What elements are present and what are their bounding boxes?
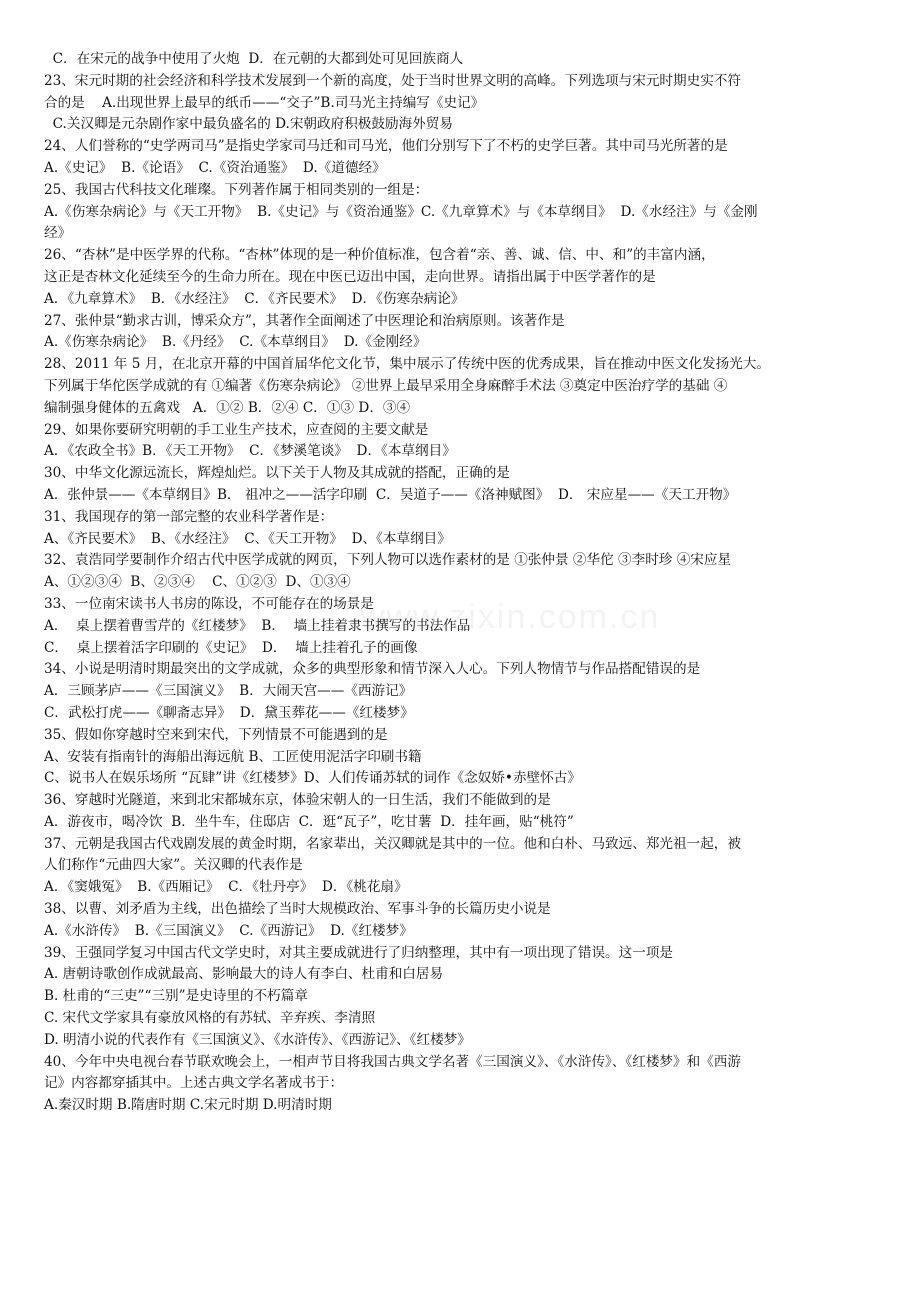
text-line: 32、袁浩同学要制作介绍古代中医学成就的网页，下列人物可以选作素材的是 ①张仲景 ②华佗 ③李时珍 ④宋应星: [44, 552, 732, 569]
text-line: 人们称作“元曲四大家”。关汉卿的代表作是: [44, 857, 303, 874]
text-line: A．《九章算术》 B．《水经注》 C．《齐民要术》 D．《伤寒杂病论》: [44, 290, 465, 307]
text-line: 39、王强同学复习中国古代文学史时，对其主要成就进行了归纳整理，其中有一项出现了错误。这一项是: [44, 944, 674, 961]
text-line: A.《伤寒杂病论》 B.《丹经》 C.《本草纲目》 D.《金刚经》: [44, 334, 427, 351]
text-line: 33、一位南宋读书人书房的陈设，不可能存在的场景是: [44, 595, 374, 612]
text-line: 35、假如你穿越时空来到宋代，下列情景不可能遇到的是: [44, 726, 388, 743]
text-line: 31、我国现存的第一部完整的农业科学著作是：: [44, 508, 334, 525]
text-line: 27、张仲景“勤求古训，博采众方”，其著作全面阐述了中医理论和治病原则。该著作是: [44, 312, 565, 329]
text-line: A、《齐民要术》 B、《水经注》 C、《天工开物》 D、《本草纲目》: [44, 530, 451, 547]
text-line: A．张仲景——《本草纲目》B． 祖冲之——活字印刷 C．吴道子——《洛神赋图》 D． 宋应星——《天工开物》: [44, 486, 737, 503]
text-line: C. 宋代文学家具有豪放风格的有苏轼、辛弃疾、李清照: [44, 1010, 376, 1027]
text-line: 34、小说是明清时期最突出的文学成就，众多的典型形象和情节深入人心。下列人物情节与作品搭配错误的是: [44, 661, 701, 678]
text-line: 37、元朝是我国古代戏剧发展的黄金时期，名家辈出，关汉卿就是其中的一位。他和白朴、马致远、郑光祖一起，被: [44, 835, 741, 852]
text-line: A．《窦娥冤》 B.《西厢记》 C．《牡丹亭》 D．《桃花扇》: [44, 879, 408, 896]
text-line: C.关汉卿是元杂剧作家中最负盛名的 D.宋朝政府积极鼓励海外贸易: [44, 116, 453, 133]
text-line: 29、如果你要研究明朝的手工业生产技术，应查阅的主要文献是: [44, 421, 429, 438]
text-line: A、①②③④ B、②③④ C、①②③ D、①③④: [44, 574, 351, 591]
text-line: A.《伤寒杂病论》与《天工开物》 B.《史记》与《资治通鉴》C.《九章算术》与《本草纲目》 D.《水经注》与《金刚: [44, 203, 758, 220]
text-line: 记》内容都穿插其中。上述古典文学名著成书于：: [44, 1075, 344, 1092]
text-line: 24、人们誉称的“史学两司马”是指史学家司马迁和司马光，他们分别写下了不朽的史学巨著。其中司马光所著的是: [44, 138, 728, 155]
text-line: A.《水浒传》 B.《三国演义》 C.《西游记》 D.《红楼梦》: [44, 922, 413, 939]
text-line: 经》: [44, 225, 72, 242]
text-line: A. 唐朝诗歌创作成就最高、影响最大的诗人有李白、杜甫和白居易: [44, 966, 444, 983]
text-line: 下列属于华佗医学成就的有 ①编著《伤寒杂病论》 ②世界上最早采用全身麻醉手术法 ③奠定中医治疗学的基础 ④: [44, 377, 728, 394]
text-line: 23、宋元时期的社会经济和科学技术发展到一个新的高度，处于当时世界文明的高峰。下列选项与宋元时期史实不符: [44, 72, 741, 89]
text-line: C、说书人在娱乐场所 “瓦肆”讲《红楼梦》D、人们传诵苏轼的词作《念奴娇•赤壁怀古》: [44, 770, 581, 787]
text-line: 40、今年中央电视台春节联欢晚会上，一相声节目将我国古典文学名著《三国演义》、《水浒传》、《红楼梦》和《西游: [44, 1053, 741, 1070]
text-line: A.秦汉时期 B.隋唐时期 C.宋元时期 D.明清时期: [44, 1097, 332, 1114]
text-line: 36、穿越时光隧道，来到北宋都城东京，体验宋朝人的一日生活，我们不能做到的是: [44, 792, 551, 809]
text-line: 38、以曹、刘矛盾为主线，出色描绘了当时大规模政治、军事斗争的长篇历史小说是: [44, 901, 551, 918]
text-line: B. 杜甫的“三吏”“三别”是史诗里的不朽篇章: [44, 988, 308, 1005]
text-line: 26、“杏林”是中医学界的代称。“杏林”体现的是一种价值标准，包含着“亲、善、诚、信、中、和”的丰富内涵，: [44, 247, 715, 264]
text-line: A.《史记》 B.《论语》 C.《资治通鉴》 D.《道德经》: [44, 159, 386, 176]
text-line: A、安装有指南针的海船出海远航 B、工匠使用泥活字印刷书籍: [44, 748, 422, 765]
text-line: A．游夜市，喝冷饮 B．坐牛车，住邸店 C．逛“瓦子”，吃甘薯 D．挂年画，贴“桃符”: [44, 813, 574, 830]
text-line: 编制强身健体的五禽戏 A．①② B．②④ C．①③ D．③④: [44, 399, 411, 416]
text-line: A． 桌上摆着曹雪芹的《红楼梦》 B． 墙上挂着隶书撰写的书法作品: [44, 617, 471, 634]
text-line: 28、2011 年 5 月，在北京开幕的中国首届华佗文化节，集中展示了传统中医的优秀成果，旨在推动中医文化发扬光大。: [44, 356, 771, 373]
text-line: 25、我国古代科技文化璀璨。下列著作属于相同类别的一组是：: [44, 181, 429, 198]
text-line: 这正是杏林文化延续至今的生命力所在。现在中医已迈出中国，走向世界。请指出属于中医学著作的是: [44, 268, 656, 285]
document-body: [44, 49, 880, 1117]
text-line: C．在宋元的战争中使用了火炮 D．在元朝的大都到处可见回族商人: [44, 51, 464, 67]
text-line: C．武松打虎——《聊斋志异》 D．黛玉葬花——《红楼梦》: [44, 704, 414, 721]
text-line: D. 明清小说的代表作有《三国演义》、《水浒传》、《西游记》、《红楼梦》: [44, 1031, 471, 1048]
text-line: 30、中华文化源远流长，辉煌灿烂。以下关于人物及其成就的搭配，正确的是: [44, 465, 510, 482]
watermark-text: www.zixin.com.cn: [360, 598, 661, 636]
text-line: 合的是 A.出现世界上最早的纸币——“交子”B.司马光主持编写《史记》: [44, 94, 485, 111]
text-line: A．《农政全书》B．《天工开物》 C．《梦溪笔谈》 D．《本草纲目》: [44, 443, 456, 460]
text-line: A．三顾茅庐——《三国演义》 B．大闹天宫——《西游记》: [44, 683, 413, 700]
text-line: C． 桌上摆着活字印刷的《史记》 D． 墙上挂着孔子的画像: [44, 639, 418, 656]
